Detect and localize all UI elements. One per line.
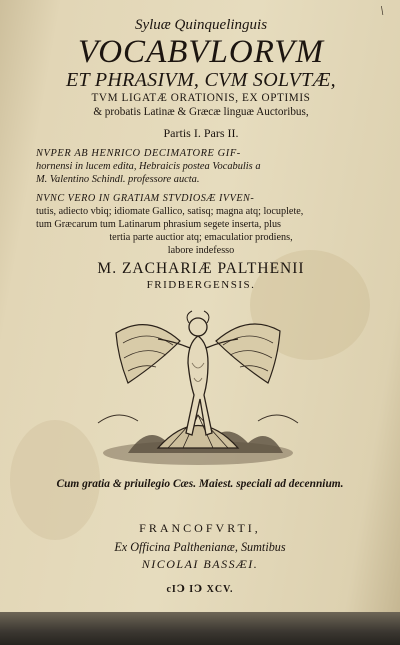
title-line-5: & probatis Latinæ & Græcæ linguæ Auctoribus, [93, 106, 309, 118]
part-line: Partis I. Pars II. [163, 126, 239, 140]
title-line-1: Syluæ Quinquelinguis [134, 17, 268, 33]
author-origin: FRIDBERGENSIS. [146, 278, 256, 291]
privilege-line: Cum gratia & priuilegio Cæs. Maiest. speciali ad decennium. [56, 478, 344, 490]
title-line-4: TVM LIGATÆ ORATIONIS, EX OPTIMIS [91, 92, 311, 104]
editor-line: NVPER AB HENRICO DECIMATORE GIF- [36, 148, 241, 159]
edition-line: NVNC VERO IN GRATIAM STVDIOSÆ IVVEN- [36, 192, 255, 204]
publisher-name: NICOLAI BASSÆI. [141, 557, 259, 571]
edition-line: tertia parte auctior atq; emaculatior prodiens, [109, 232, 293, 244]
author-name: M. ZACHARIÆ PALTHENII [97, 259, 305, 277]
printers-device-fortuna-icon [88, 303, 308, 468]
edition-block [36, 192, 366, 258]
title-block [36, 18, 366, 292]
title-main: VOCABVLORVM [78, 34, 324, 70]
editor-line: M. Valentino Schindl. professore aucta. [36, 174, 200, 186]
edition-line: labore indefesso [167, 245, 235, 257]
corner-mark: \ [380, 4, 384, 19]
imprint-date: cIↃ IↃ XCV. [166, 584, 234, 595]
edition-line: tum Græcarum tum Latinarum phrasium segete inserta, plus [36, 219, 282, 231]
editor-line: hornensi in lucem edita, Hebraicis postea Vocabulis a [36, 161, 261, 173]
imprint-city: FRANCOFVRTI, [139, 521, 261, 535]
edition-line: tutis, adiecto vbiq; idiomate Gallico, satisq; magna atq; locuplete, [36, 205, 304, 217]
imprint-line: Ex Officina Palthenianæ, Sumtibus [114, 540, 286, 554]
scan-edge [0, 612, 400, 645]
editor-block [36, 147, 366, 187]
title-line-3: ET PHRASIVM, CVM SOLVTÆ, [66, 69, 336, 91]
